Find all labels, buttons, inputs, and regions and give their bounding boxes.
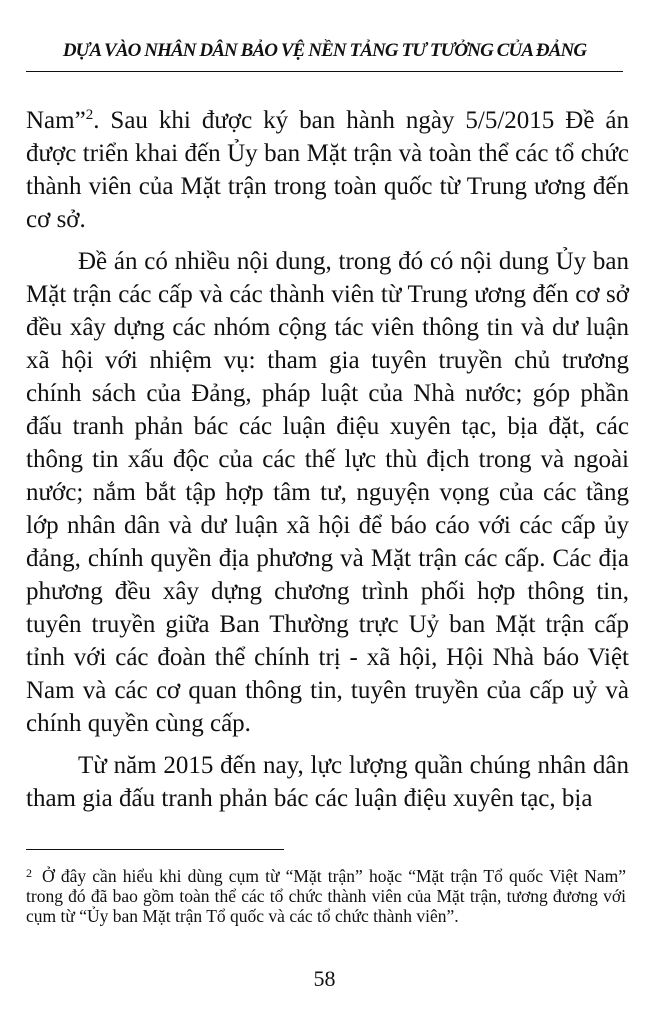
- footnote: 2 Ở đây cần hiểu khi dùng cụm từ “Mặt trận” hoặc “Mặt trận Tổ quốc Việt Nam” trong đó đã bao gồm toàn thể các tổ chức thành viên của Mặt trận, tương đương với cụm từ “Ủy ban Mặt trận Tổ quốc và các tổ chức thành viên”.: [26, 866, 626, 926]
- footnote-separator: [26, 849, 284, 850]
- running-header: DỰA VÀO NHÂN DÂN BẢO VỆ NỀN TẢNG TƯ TƯỞNG CỦA ĐẢNG: [62, 40, 587, 61]
- paragraph-3: Từ năm 2015 đến nay, lực lượng quần chúng nhân dân tham gia đấu tranh phản bác các luận điệu xuyên tạc, bịa: [26, 752, 629, 812]
- paragraph-1: [26, 104, 629, 236]
- footnote-reference: 2: [85, 107, 94, 123]
- paragraph-2: Đề án có nhiều nội dung, trong đó có nội dung Ủy ban Mặt trận các cấp và các thành viên từ Trung ương đến cơ sở đều xây dựng các nhóm cộng tác viên thông tin và dư luận xã hội với nhiệm vụ: tham gia tuyên truyền chủ trương chính sách của Đảng, pháp luật của Nhà nước; góp phần đấu tranh phản bác các luận điệu xuyên tạc, bịa đặt, các thông tin xấu độc của các thế lực thù địch trong và ngoài nước; nắm bắt tập hợp tâm tư, nguyện vọng của các tầng lớp nhân dân và dư luận xã hội để báo cáo với các cấp ủy đảng, chính quyền địa phương và Mặt trận các cấp. Các địa phương đều xây dựng chương trình phối hợp thông tin, tuyên truyền giữa Ban Thường trực Uỷ ban Mặt trận cấp tỉnh với các đoàn thể chính trị - xã hội, Hội Nhà báo Việt Nam và các cơ quan thông tin, tuyên truyền của cấp uỷ và chính quyền cùng cấp.: [26, 248, 629, 737]
- paragraph-1-lead: Nam”: [26, 107, 86, 134]
- header-rule: [26, 71, 623, 72]
- body-text: [26, 104, 629, 824]
- footnote-text: Ở đây cần hiểu khi dùng cụm từ “Mặt trận” hoặc “Mặt trận Tổ quốc Việt Nam” trong đó đã bao gồm toàn thể các tổ chức thành viên của Mặt trận, tương đương với cụm từ “Ủy ban Mặt trận Tổ quốc và các tổ chức thành viên”.: [26, 866, 626, 926]
- page-number: 58: [313, 966, 336, 991]
- paragraph-1-rest: . Sau khi được ký ban hành ngày 5/5/2015 Đề án được triển khai đến Ủy ban Mặt trận và toàn thể các tổ chức thành viên của Mặt trận trong toàn quốc từ Trung ương đến cơ sở.: [26, 107, 629, 233]
